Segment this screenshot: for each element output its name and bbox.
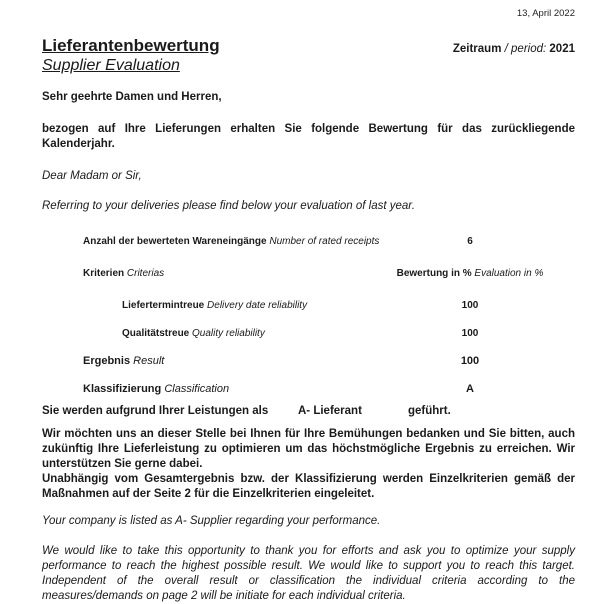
classification-label bbox=[42, 382, 380, 397]
criterion-label bbox=[42, 326, 380, 341]
title-german: Lieferantenbewertung bbox=[42, 36, 220, 55]
classification-label-en: Classification bbox=[164, 383, 230, 395]
columns-value-en: Evaluation in % bbox=[474, 268, 544, 279]
table-row-columns bbox=[42, 266, 575, 281]
intro-english: Referring to your deliveries please find below your evaluation of last year. bbox=[42, 200, 415, 212]
criterion-label bbox=[42, 298, 380, 313]
period-label-de: Zeitraum bbox=[452, 43, 502, 55]
table-row-receipts bbox=[42, 234, 575, 249]
receipts-label bbox=[42, 234, 380, 249]
columns-label bbox=[42, 266, 380, 281]
criterion-label-en: Quality reliability bbox=[192, 328, 265, 339]
evaluation-table bbox=[42, 234, 575, 397]
closing-german bbox=[42, 427, 575, 502]
closing-german-p2: Unabhängig vom Gesamtergebnis bzw. der Klassifizierung werden Einzelkriterien gemäß der Maßnahmen auf der Seite 2 für die Einzelkriterien eingeleitet. bbox=[42, 473, 575, 500]
result-label bbox=[42, 354, 380, 369]
table-row-criterion bbox=[42, 298, 575, 313]
result-value: 100 bbox=[460, 355, 480, 367]
listing-supplier-grade: A- Lieferant bbox=[298, 405, 362, 417]
table-row-criterion bbox=[42, 326, 575, 341]
receipts-value: 6 bbox=[467, 236, 473, 247]
period-label-en: / period: bbox=[504, 43, 547, 55]
criterion-label-de: Qualitätstreue bbox=[122, 328, 190, 339]
columns-label-de: Kriterien bbox=[83, 268, 125, 279]
criterion-value: 100 bbox=[461, 328, 479, 339]
period-value: 2021 bbox=[549, 43, 575, 55]
criterion-label-de: Liefertermintreue bbox=[122, 300, 205, 311]
closing-german-p1: Wir möchten uns an dieser Stelle bei Ihnen für Ihre Bemühungen bedanken und Sie bitten, auch zukünftig Ihre Lieferleistung zu optimieren um das höchstmögliche Ergebnis zu erreichen. Wir unterstützen Sie gerne dabei. bbox=[42, 428, 575, 470]
columns-label-en: Criterias bbox=[126, 268, 165, 279]
criterion-label-en: Delivery date reliability bbox=[207, 300, 308, 311]
title-english: Supplier Evaluation bbox=[42, 57, 180, 74]
intro-german: bezogen auf Ihre Lieferungen erhalten Sie folgende Bewertung für das zurückliegende Kalenderjahr. bbox=[42, 123, 575, 150]
criterion-value: 100 bbox=[461, 300, 479, 311]
supplier-listing-line bbox=[42, 404, 575, 419]
salutation-german: Sehr geehrte Damen und Herren, bbox=[42, 91, 222, 103]
period-line bbox=[453, 36, 575, 55]
document-date: 13, April 2022 bbox=[516, 8, 575, 19]
columns-value bbox=[380, 266, 560, 281]
columns-value-de: Bewertung in % bbox=[396, 268, 472, 279]
listing-prefix: Sie werden aufgrund Ihrer Leistungen als bbox=[42, 405, 269, 417]
receipts-label-en: Number of rated receipts bbox=[269, 236, 380, 247]
result-label-de: Ergebnis bbox=[83, 355, 131, 367]
document-header bbox=[42, 36, 575, 76]
closing-english: We would like to take this opportunity to thank you for efforts and ask you to optimize your supply performance to reach the highest possible result. We would like to support you to reach this target. Independent of the overall result or classification the individual criteria according to the measures/demands on page 2 will be initiate for each individual criteria. bbox=[42, 545, 575, 602]
classification-label-de: Klassifizierung bbox=[83, 383, 162, 395]
table-row-classification bbox=[42, 382, 575, 397]
table-row-result bbox=[42, 354, 575, 369]
result-label-en: Result bbox=[133, 355, 165, 367]
company-listed-english: Your company is listed as A- Supplier regarding your performance. bbox=[42, 515, 381, 527]
title-block bbox=[42, 36, 220, 76]
listing-suffix: geführt. bbox=[408, 405, 451, 417]
classification-value: A bbox=[466, 383, 474, 395]
receipts-label-de: Anzahl der bewerteten Wareneingänge bbox=[83, 236, 267, 247]
salutation-english: Dear Madam or Sir, bbox=[42, 170, 142, 182]
